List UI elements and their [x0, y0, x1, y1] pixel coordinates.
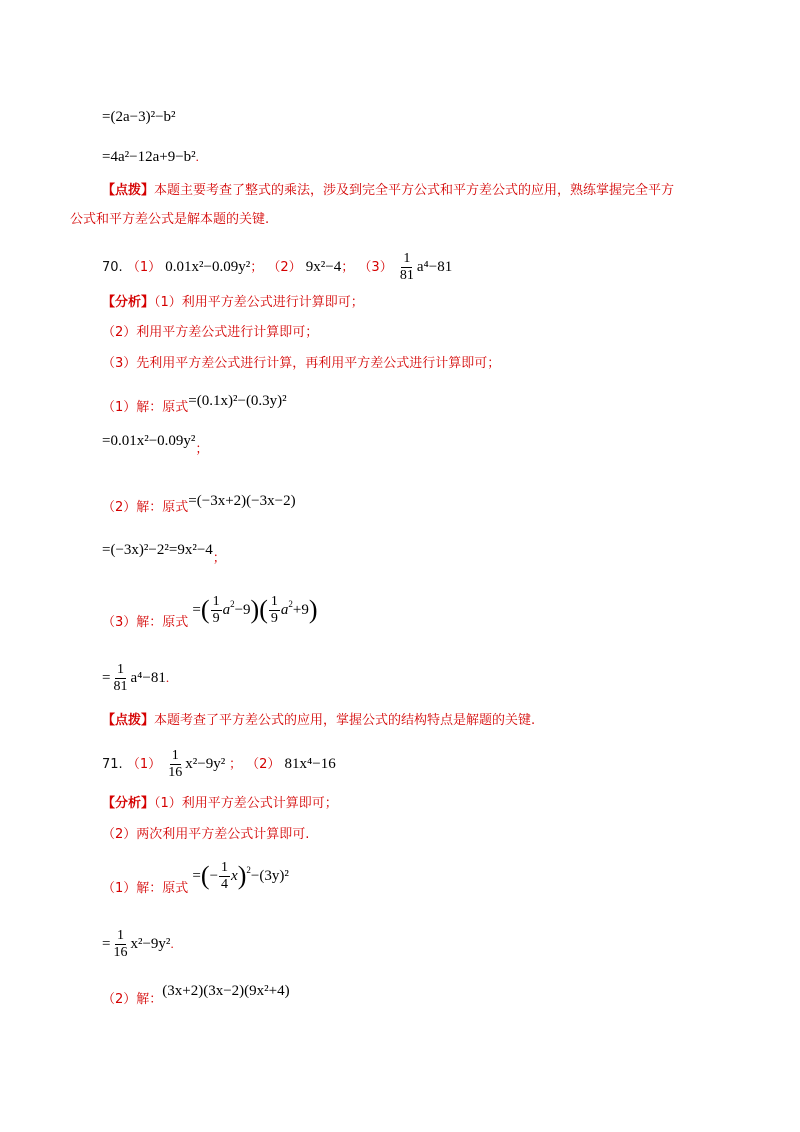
denominator: 81	[399, 268, 414, 283]
tip-paragraph-continued	[70, 211, 269, 229]
answer-expression: 0.01x²−0.09y²	[165, 258, 251, 275]
equation-text: =(−3x)²−2²=9x²−4	[102, 542, 213, 558]
solution-label: （1）解：原式	[102, 880, 189, 896]
equation-line: = $\frac{1}{81}$ a⁴−81.	[102, 662, 170, 694]
analysis-line	[102, 355, 500, 373]
numerator: 1	[212, 594, 220, 609]
equation-text: =(2a−3)²−b²	[102, 109, 176, 125]
answer-expression	[165, 748, 229, 780]
solution-line	[102, 594, 318, 632]
question-70-answer	[102, 251, 452, 284]
analysis-text: （1）利用平方差公式进行计算即可；	[154, 295, 364, 310]
tip-tag: 【点拨】	[102, 713, 155, 728]
punctuation: .	[195, 149, 199, 164]
separator: ；	[341, 259, 355, 275]
tip-tag: 【点拨】	[102, 183, 155, 198]
numerator: 1	[403, 251, 411, 266]
separator: ；	[250, 259, 264, 275]
analysis-text: （1）利用平方差公式计算即可；	[154, 796, 338, 811]
part-label: （3）	[358, 259, 393, 275]
expression-tail: −(3y)²	[250, 867, 289, 884]
solution-line	[102, 860, 289, 898]
punctuation: ；	[212, 550, 226, 565]
answer-expression: 81x⁴−16	[284, 755, 336, 772]
denominator: 9	[270, 611, 278, 626]
part-label: （2）	[246, 756, 281, 772]
answer-expression	[397, 251, 453, 283]
analysis-text: （2）两次利用平方差公式计算即可.	[102, 827, 310, 842]
equation-text: (3x+2)(3x−2)(9x²+4)	[162, 983, 290, 999]
analysis-line	[102, 826, 309, 844]
analysis-tag: 【分析】	[102, 796, 155, 811]
equation-expression: =(− $\frac{1}{4}$ x)$^2$−(3y)²	[192, 860, 289, 892]
part-label: （1）	[126, 259, 162, 275]
numerator: 1	[116, 928, 124, 943]
equation-text: =0.01x²−0.09y²	[102, 433, 196, 449]
equation-text: =(−3x+2)(−3x−2)	[188, 493, 296, 509]
solution-line	[102, 982, 290, 1009]
punctuation: ；	[195, 441, 209, 456]
numerator: 1	[171, 748, 179, 763]
expression-tail: x²−9y²	[185, 755, 226, 772]
analysis-line	[102, 324, 318, 342]
solution-line	[102, 492, 296, 517]
fraction	[219, 860, 230, 893]
equation-text: =4a²−12a+9−b²	[102, 149, 196, 165]
expression-tail: x²−9y²	[130, 935, 171, 952]
fraction	[211, 594, 222, 627]
tip-text: 公式和平方差公式是解本题的关键.	[70, 212, 270, 227]
analysis-tag: 【分析】	[102, 295, 155, 310]
expression-tail: a⁴−81	[130, 669, 166, 686]
equation-line	[102, 432, 208, 458]
question-number: 70.	[102, 259, 123, 275]
analysis-paragraph	[102, 795, 338, 813]
expression-tail: a⁴−81	[416, 258, 453, 275]
solution-label: （2）解：原式	[102, 500, 189, 515]
equation-line	[102, 541, 226, 567]
question-number: 71.	[102, 756, 123, 772]
tip-paragraph	[102, 712, 535, 730]
answer-expression: 9x²−4	[305, 258, 342, 275]
denominator: 16	[168, 765, 183, 780]
punctuation: .	[165, 669, 170, 685]
separator: ；	[228, 756, 242, 772]
part-label: （1）	[126, 756, 162, 772]
equation-text: =(0.1x)²−(0.3y)²	[188, 393, 287, 409]
equation-line	[102, 148, 199, 166]
tip-text: 本题主要考查了整式的乘法，涉及到完全平方公式和平方差公式的应用，熟练掌握完全平方	[154, 183, 675, 198]
equation-expression: =( $\frac{1}{9}$ $a^2-9$)( $\frac{1}{9}$ $a^2+9$)	[192, 594, 318, 626]
tip-text: 本题考查了平方差公式的应用，掌握公式的结构特点是解题的关键.	[154, 713, 536, 728]
solution-label: （2）解：	[102, 992, 163, 1007]
fraction	[111, 662, 129, 695]
solution-line	[102, 392, 287, 417]
fraction	[269, 594, 280, 627]
fraction	[166, 748, 184, 781]
numerator: 1	[270, 594, 278, 609]
solution-label: （3）解：原式	[102, 614, 189, 630]
denominator: 4	[221, 877, 229, 892]
tip-paragraph	[102, 182, 674, 200]
analysis-paragraph	[102, 294, 364, 312]
question-71-answer	[102, 748, 336, 781]
fraction	[398, 251, 416, 284]
analysis-text: （2）利用平方差公式进行计算即可；	[102, 325, 319, 340]
denominator: 81	[113, 679, 128, 694]
denominator: 9	[212, 611, 220, 626]
denominator: 16	[113, 945, 128, 960]
equation-line	[102, 108, 176, 126]
punctuation: .	[170, 935, 174, 951]
equation-line: = $\frac{1}{16}$ x²−9y².	[102, 928, 174, 960]
part-label: （2）	[267, 259, 302, 275]
numerator: 1	[116, 662, 124, 677]
numerator: 1	[221, 860, 229, 875]
fraction	[111, 928, 129, 961]
solution-label: （1）解：原式	[102, 400, 189, 415]
analysis-text: （3）先利用平方差公式进行计算，再利用平方差公式进行计算即可；	[102, 356, 501, 371]
